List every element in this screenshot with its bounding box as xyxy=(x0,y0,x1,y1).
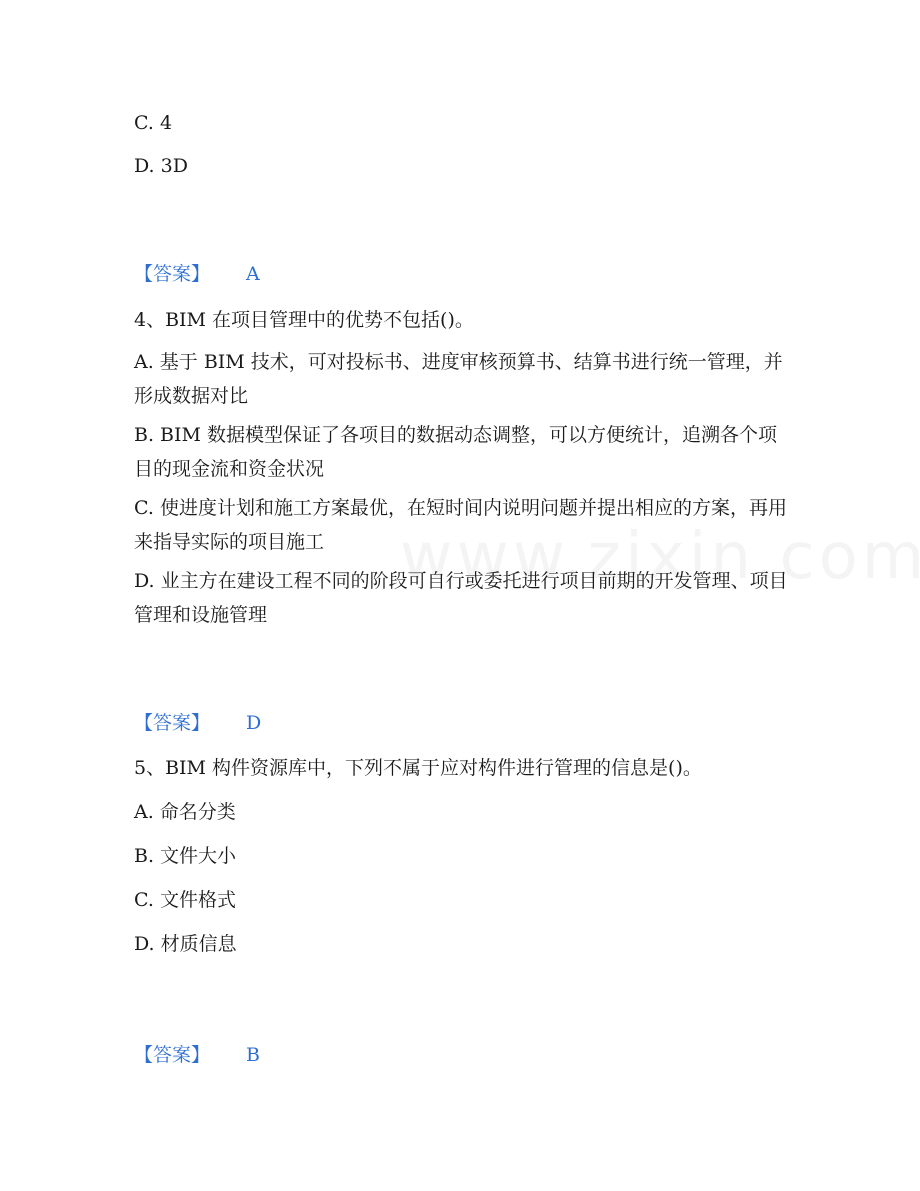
q5-option-d: D. 材质信息 xyxy=(134,933,237,955)
answer-value: B xyxy=(246,1044,260,1066)
q3-option-d: D. 3D xyxy=(134,155,188,177)
q3-option-c: C. 4 xyxy=(134,112,173,134)
answer-5 xyxy=(134,1044,260,1066)
q5-stem: 5、BIM 构件资源库中，下列不属于应对构件进行管理的信息是()。 xyxy=(134,757,702,779)
answer-value: A xyxy=(246,263,260,285)
answer-label: 【答案】 xyxy=(134,712,211,734)
answer-3 xyxy=(134,263,260,285)
answer-4 xyxy=(134,712,261,734)
answer-label: 【答案】 xyxy=(134,1044,211,1066)
answer-value: D xyxy=(246,712,262,734)
q5-option-a: A. 命名分类 xyxy=(134,801,236,823)
answer-label: 【答案】 xyxy=(134,263,211,285)
q4-stem: 4、BIM 在项目管理中的优势不包括()。 xyxy=(134,309,474,331)
q4-option-c: C. 使进度计划和施工方案最优，在短时间内说明问题并提出相应的方案，再用来指导实际的项目施工 xyxy=(134,497,787,553)
q4-option-a: A. 基于 BIM 技术，可对投标书、进度审核预算书、结算书进行统一管理，并形成数据对比 xyxy=(134,351,783,407)
q5-option-c: C. 文件格式 xyxy=(134,889,236,911)
q4-option-b: B. BIM 数据模型保证了各项目的数据动态调整，可以方便统计，追溯各个项目的现金流和资金状况 xyxy=(134,424,778,480)
q5-option-b: B. 文件大小 xyxy=(134,845,237,867)
q4-option-d: D. 业主方在建设工程不同的阶段可自行或委托进行项目前期的开发管理、项目管理和设施管理 xyxy=(134,570,788,626)
